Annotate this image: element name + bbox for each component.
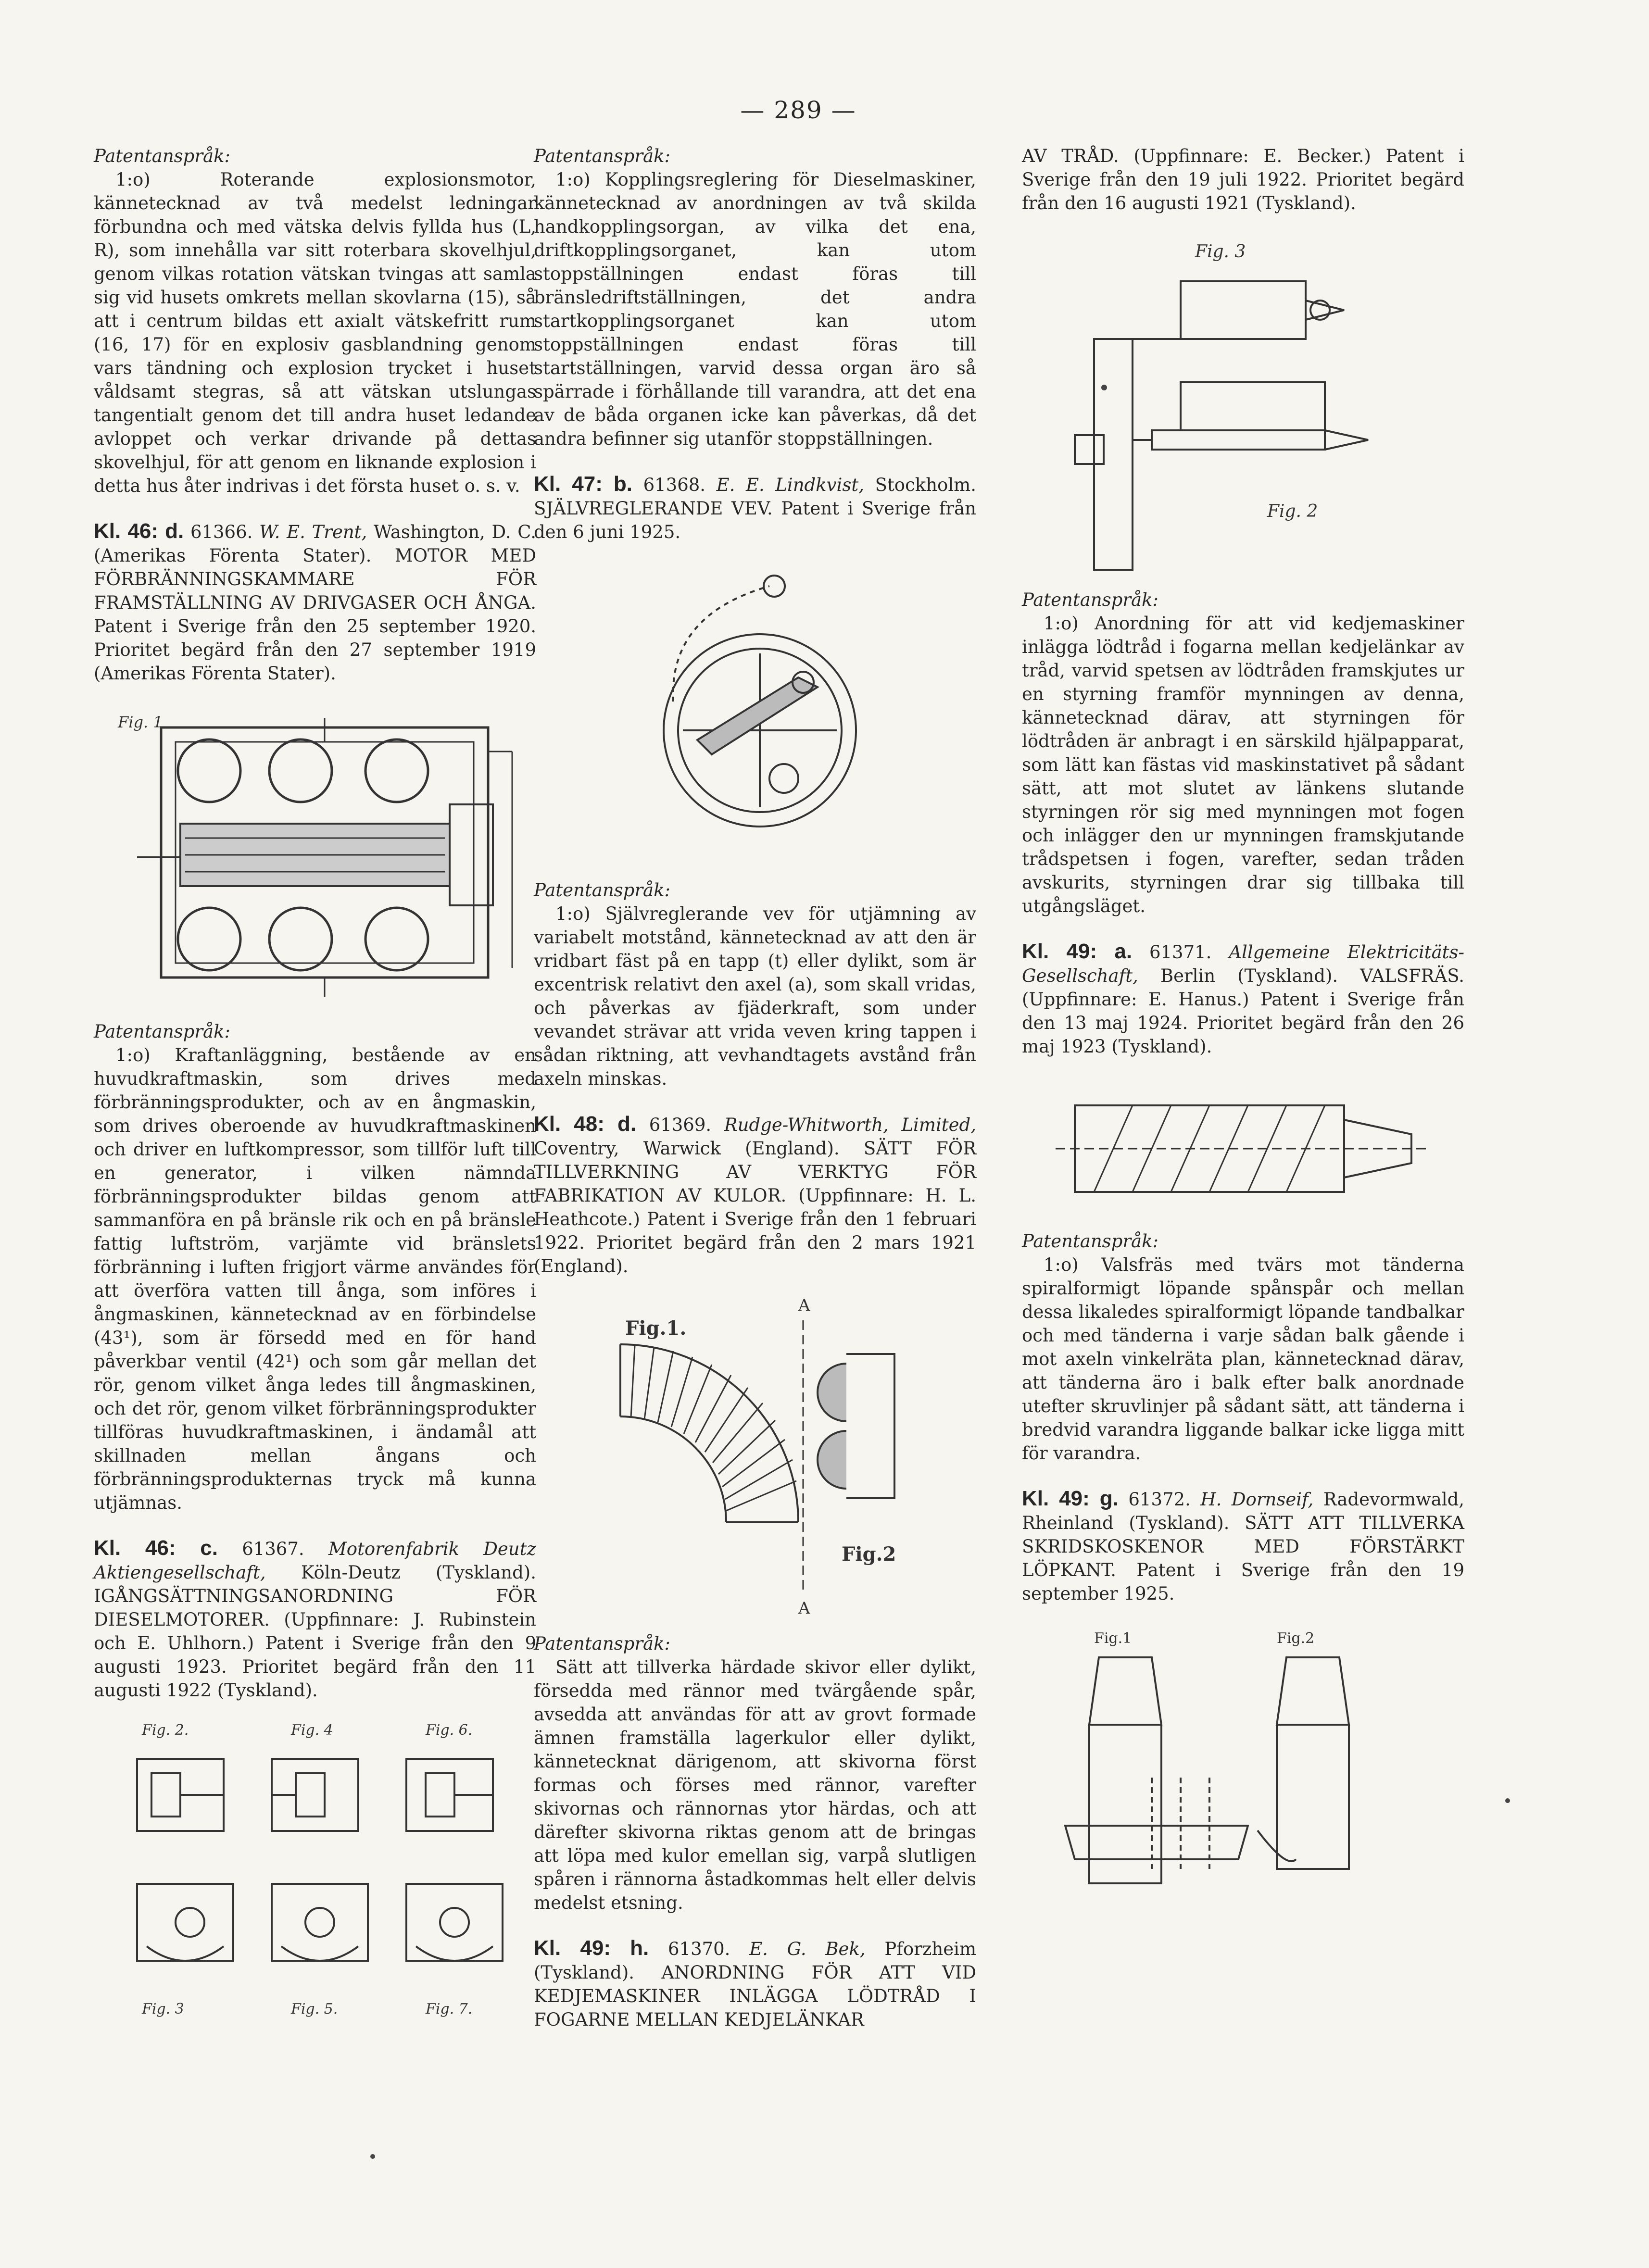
claim-text: 1:o) Roterande explosionsmotor, kännetecknad av två medelst ledningar förbundna och med vätska delvis fyllda hus (L, R), som innehålla var sitt roterbara skovelhjul, genom vilkas rotation vätskan tvingas att samla sig vid husets omkrets mellan skovlarna (15), så att i centrum bildas ett axialt vätskefritt rum (16, 17) för en explosiv gasblandning genom vars tändning och explosion trycket i huset våldsamt stegras, så att vätskan utslungas tangentialt genom det till andra huset ledande avloppet och verkar drivande på dettas skovelhjul, för att genom en liknande explosion i detta hus åter indrivas i det första huset o. s. v. bbox=[94, 169, 536, 496]
class-code: Kl. 49: h. bbox=[534, 1936, 649, 1960]
skate-runner-drawing bbox=[1046, 1619, 1440, 1917]
patent-entry bbox=[534, 1112, 976, 1278]
axis-label: A bbox=[798, 1296, 810, 1315]
patent-number: 61369. bbox=[649, 1115, 712, 1135]
patent-details: Stockholm. SJÄLVREGLERANDE VEV. Patent i Sverige från den 6 juni 1925. bbox=[534, 475, 977, 542]
column-1 bbox=[94, 144, 536, 2037]
applicant: E. G. Bek, bbox=[749, 1939, 866, 1959]
figure-label: Fig.1. bbox=[625, 1317, 687, 1340]
patent-entry bbox=[94, 1536, 536, 1702]
applicant: Rudge-Whitworth, Limited, bbox=[724, 1115, 976, 1135]
figure-label: Fig. 6. bbox=[426, 1722, 473, 1739]
paper-speck bbox=[370, 2154, 375, 2159]
figure-label: Fig. 3 bbox=[1195, 242, 1246, 262]
figure-label: Fig. 5. bbox=[291, 2001, 338, 2017]
class-code: Kl. 49: a. bbox=[1022, 940, 1133, 963]
figure-label: Fig.2 bbox=[1277, 1630, 1315, 1647]
claim-text: 1:o) Självreglerande vev för utjämning av variabelt motstånd, kännetecknad av att den är vridbart fäst på en tapp (t) eller dylikt, som är excentrisk relativt den axel (a), som skall vridas, och påverkas av fjäderkraft, som under vevandet strävar att vrida veven kring tappen i sådan riktning, att vevhandtagets avstånd från axeln minskas. bbox=[534, 903, 976, 1089]
patent-entry bbox=[1022, 940, 1464, 1058]
patent-number: 61371. bbox=[1149, 942, 1212, 963]
figure-label: Fig. 7. bbox=[426, 2001, 473, 2017]
claim-text: 1:o) Kopplingsreglering för Dieselmaskiner, kännetecknad av anordningen av två skilda handkopplingsorgan, av vilka det ena, driftkopplingsorganet, kan utom stoppställningen endast föras till bränsledriftställningen, det andra startkopplingsorganet kan utom stoppställningen endast föras till startställningen, varvid dessa organ äro så spärrade i förhållande till varandra, att det ena av de båda organen icke kan påverkas, då det andra befinner sig utanför stoppställningen. bbox=[534, 169, 976, 449]
engine-drawing bbox=[108, 699, 522, 1006]
patent-details: Köln-Deutz (Tyskland). IGÅNGSÄTTNINGSANORDNING FÖR DIESELMOTORER. (Uppfinnare: J. Rubinstein och E. Uhlhorn.) Patent i Sverige från den 9 augusti 1923. Prioritet begärd från den 11 augusti 1922 (Tyskland). bbox=[94, 1562, 536, 1701]
figure-label: Fig. 2 bbox=[1267, 501, 1318, 521]
class-code: Kl. 48: d. bbox=[534, 1112, 637, 1136]
patent-entry bbox=[534, 1936, 976, 2031]
claims-heading: Patentanspråk: bbox=[1022, 1231, 1158, 1252]
patent-entry bbox=[534, 472, 976, 544]
claims-heading: Patentanspråk: bbox=[94, 1021, 230, 1042]
class-code: Kl. 46: d. bbox=[94, 519, 184, 543]
claim-text: 1:o) Valsfräs med tvärs mot tänderna spiralformigt löpande spånspår och mellan dessa likaledes spiralformigt löpande tandbalkar och med tänderna i varje sådan balk gående i mot axeln vinkelräta plan, kännetecknad därav, att tänderna äro i balk efter balk anordnade utefter skruvlinjer på sådant sätt, att tänderna i bredvid varandra liggande balkar icke ligga mitt för varandra. bbox=[1022, 1254, 1464, 1464]
patent-details: Berlin (Tyskland). VALSFRÄS. (Uppfinnare: E. Hanus.) Patent i Sverige från den 13 maj 1924. Prioritet begärd från den 26 maj 1923 (Tyskland). bbox=[1022, 965, 1464, 1057]
patent-entry bbox=[94, 519, 536, 685]
claim-text: 1:o) Kraftanläggning, bestående av en huvudkraftmaskin, som drives med förbränningsprodukter, och av en ångmaskin, som drives oberoende av huvudkraftmaskinen och driver en luftkompressor, som tillför luft till en generator, i vilken nämnda förbränningsprodukter bildas genom att sammanföra en på bränsle rik och en på bränsle fattig luftström, varjämte vid bränslets förbränning i luften frigjort värme användes för att överföra vatten till ånga, som införes i ångmaskinen, kännetecknad av en förbindelse (43¹), som är försedd med en för hand påverkbar ventil (42¹) och som går mellan det rör, genom vilket ånga ledes till ångmaskinen, och det rör, genom vilket förbränningsprodukter tillföras huvudkraftmaskinen, i ändamål att skillnaden mellan ångans och förbränningsprodukternas tryck må kunna utjämnas. bbox=[94, 1045, 536, 1513]
applicant: H. Dornseif, bbox=[1200, 1489, 1314, 1510]
figure-label: Fig. 3 bbox=[142, 2001, 184, 2017]
figure-label: Fig.1 bbox=[1094, 1630, 1132, 1647]
claims-heading: Patentanspråk: bbox=[534, 1633, 670, 1654]
claims-heading: Patentanspråk: bbox=[1022, 589, 1158, 610]
column-3 bbox=[1022, 144, 1464, 1930]
claims-heading: Patentanspråk: bbox=[534, 880, 670, 901]
solder-wire-drawing bbox=[1036, 228, 1450, 575]
figure-label: Fig. 4 bbox=[291, 1722, 333, 1739]
patent-details: Radevormwald, Rheinland (Tyskland). SÄTT ATT TILLVERKA SKRIDSKOSKENOR MED FÖRSTÄRKT LÖPKANT. Patent i Sverige från den 19 september 1925. bbox=[1022, 1489, 1465, 1604]
svg-text:Fig. 1: Fig. 1 bbox=[118, 713, 163, 731]
ball-tool-drawing bbox=[548, 1291, 962, 1618]
patent-number: 61370. bbox=[667, 1939, 730, 1959]
claims-heading: Patentanspråk: bbox=[534, 146, 670, 166]
claim-text: Sätt att tillverka härdade skivor eller dylikt, försedda med rännor med tvärgående spår, avsedda att användas för att av grovt formade ämnen framställa lagerkulor eller dylikt, kännetecknat därigenom, att skivorna först formas och förses med rännor, varefter skivornas och rännornas ytor härdas, och att därefter skivorna riktas genom att de bringas att löpa med kulor emellan sig, varpå slutligen spåren i rännorna åstadkommas helt eller delvis medelst etsning. bbox=[534, 1657, 976, 1913]
paper-speck bbox=[1101, 385, 1107, 390]
class-code: Kl. 47: b. bbox=[534, 472, 632, 496]
milling-cutter-drawing bbox=[1036, 1072, 1450, 1216]
patent-number: 61372. bbox=[1128, 1489, 1191, 1510]
applicant: Motorenfabrik Deutz Aktiengesellschaft, bbox=[94, 1539, 537, 1583]
applicant: Allgemeine Elektricitäts-Gesellschaft, bbox=[1022, 942, 1464, 986]
patent-details-continued: AV TRÅD. (Uppfinnare: E. Becker.) Patent i Sverige från den 19 juli 1922. Prioritet begärd från den 16 augusti 1921 (Tyskland). bbox=[1022, 146, 1464, 213]
figure-label: Fig. 2. bbox=[142, 1722, 189, 1739]
figure-label: Fig.2 bbox=[842, 1543, 896, 1566]
class-code: Kl. 46: c. bbox=[94, 1536, 218, 1560]
patent-details: Washington, D. C. (Amerikas Förenta Stater). MOTOR MED FÖRBRÄNNINGSKAMMARE FÖR FRAMSTÄLLNING AV DRIVGASER OCH ÅNGA. Patent i Sverige från den 25 september 1920. Prioritet begärd från den 27 september 1919 (Amerikas Förenta Stater). bbox=[94, 522, 537, 684]
patent-number: 61367. bbox=[242, 1539, 304, 1559]
claim-text: 1:o) Anordning för att vid kedjemaskiner inlägga lödtråd i fogarna mellan kedjelänkar av tråd, varvid spetsen av lödtråden framskjutes ur en styrning framför mynningen av denna, kännetecknad därav, att styrningen för lödtråden är anbragt i en särskild hjälpapparat, som lätt kan fästas vid maskinstativet på sådant sätt, att mot slutet av länkens slutande styrningen rör sig med mynningen mot fogen och inlägger den ur mynningen framskjutande trådspetsen i fogen, varefter, sedan tråden avskurits, styrningen drar sig tillbaka till utgångsläget. bbox=[1022, 613, 1464, 916]
patent-entry bbox=[1022, 1487, 1464, 1605]
class-code: Kl. 49: g. bbox=[1022, 1487, 1119, 1510]
diesel-starting-drawings bbox=[108, 1716, 522, 2023]
patent-number: 61366. bbox=[190, 522, 253, 542]
axis-label: A bbox=[798, 1599, 810, 1618]
applicant: E. E. Lindkvist, bbox=[716, 475, 865, 495]
paper-speck bbox=[1505, 1798, 1510, 1803]
patent-details: Coventry, Warwick (England). SÄTT FÖR TILLVERKNING AV VERKTYG FÖR FABRIKATION AV KULOR. (Uppfinnare: H. L. Heathcote.) Patent i Sverige från den 1 februari 1922. Prioritet begärd från den 2 mars 1921 (England). bbox=[534, 1138, 976, 1277]
column-2 bbox=[534, 144, 976, 2031]
page-number: — 289 — bbox=[740, 96, 856, 124]
crank-drawing bbox=[587, 557, 923, 865]
claims-heading: Patentanspråk: bbox=[94, 146, 230, 166]
applicant: W. E. Trent, bbox=[259, 522, 367, 542]
patent-number: 61368. bbox=[643, 475, 706, 495]
patent-details: Pforzheim (Tyskland). ANORDNING FÖR ATT VID KEDJEMASKINER INLÄGGA LÖDTRÅD I FOGARNE MELLAN KEDJELÄNKAR bbox=[534, 1939, 977, 2030]
